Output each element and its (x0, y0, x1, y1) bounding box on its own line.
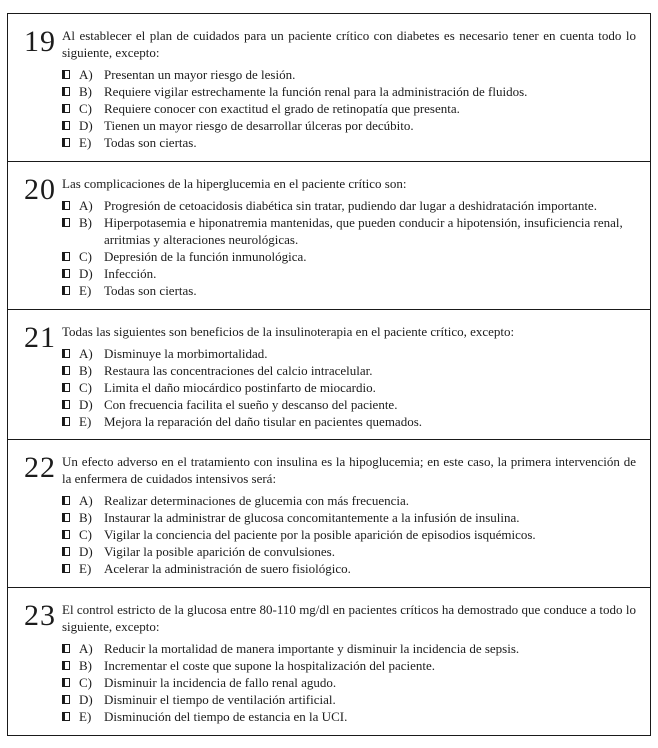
option-text: Progresión de cetoacidosis diabética sin tratar, pudiendo dar lugar a deshidratación importante. (104, 197, 597, 213)
option-text: Disminuye la morbimortalidad. (104, 345, 268, 361)
answer-option[interactable] (62, 396, 636, 413)
option-letter: A) (79, 641, 93, 657)
option-letter: D) (79, 265, 93, 281)
question-body (62, 451, 638, 580)
question-body (62, 173, 638, 302)
checkbox-icon[interactable] (62, 138, 70, 147)
checkbox-icon[interactable] (62, 678, 70, 687)
option-letter: E) (79, 561, 92, 577)
checkbox-icon[interactable] (62, 644, 70, 653)
answer-option[interactable] (62, 248, 636, 265)
checkbox-icon[interactable] (62, 496, 70, 505)
answer-option[interactable] (62, 83, 636, 100)
answer-option[interactable] (62, 265, 636, 282)
question-row (8, 161, 650, 309)
answer-option[interactable] (62, 197, 636, 214)
option-letter: A) (79, 67, 93, 82)
answer-option[interactable] (62, 657, 636, 674)
options-list (62, 197, 636, 299)
option-letter: D) (79, 118, 93, 133)
answer-option[interactable] (62, 543, 636, 560)
option-letter: C) (79, 675, 92, 691)
checkbox-icon[interactable] (62, 400, 70, 409)
answer-option[interactable] (62, 691, 636, 708)
question-number: 20 (24, 172, 56, 206)
checkbox-icon[interactable] (62, 417, 70, 426)
answer-option[interactable] (62, 100, 636, 117)
option-text: Hiperpotasemia e hiponatremia mantenidas, que pueden conducir a hipotensión, insuficiencia renal, arritmias y alteraciones neurológicas. (104, 214, 623, 247)
answer-option[interactable] (62, 708, 636, 725)
answer-option[interactable] (62, 214, 636, 248)
option-text: Todas son ciertas. (104, 135, 197, 150)
answer-option[interactable] (62, 674, 636, 691)
answer-option[interactable] (62, 134, 636, 151)
question-number: 22 (24, 451, 56, 485)
answer-option[interactable] (62, 379, 636, 396)
checkbox-icon[interactable] (62, 695, 70, 704)
option-text: Requiere vigilar estrechamente la función renal para la administración de fluidos. (104, 84, 528, 99)
checkbox-icon[interactable] (62, 269, 70, 278)
option-text: Mejora la reparación del daño tisular en pacientes quemados. (104, 413, 423, 429)
option-text: Disminución del tiempo de estancia en la UCI. (104, 709, 348, 725)
option-letter: E) (79, 282, 92, 298)
question-row (8, 587, 650, 735)
checkbox-icon[interactable] (62, 252, 70, 261)
checkbox-icon[interactable] (62, 70, 70, 79)
option-letter: D) (79, 692, 93, 708)
option-letter: B) (79, 362, 92, 378)
option-text: Restaura las concentraciones del calcio intracelular. (104, 362, 373, 378)
checkbox-icon[interactable] (62, 366, 70, 375)
option-letter: C) (79, 101, 92, 116)
option-text: Infección. (104, 265, 157, 281)
question-row (8, 439, 650, 587)
option-letter: E) (79, 413, 92, 429)
option-letter: E) (79, 135, 92, 150)
answer-option[interactable] (62, 560, 636, 577)
checkbox-icon[interactable] (62, 661, 70, 670)
option-text: Disminuir el tiempo de ventilación artificial. (104, 692, 336, 708)
checkbox-icon[interactable] (62, 121, 70, 130)
answer-option[interactable] (62, 640, 636, 657)
option-text: Requiere conocer con exactitud el grado de retinopatía que presenta. (104, 101, 460, 116)
question-stem: El control estricto de la glucosa entre 80-110 mg/dl en pacientes críticos ha demostrado que conduce a todo lo siguiente, excepto: (62, 602, 636, 635)
option-text: Reducir la mortalidad de manera importante y disminuir la incidencia de sepsis. (104, 641, 520, 657)
answer-option[interactable] (62, 509, 636, 526)
question-stem: Todas las siguientes son beneficios de la insulinoterapia en el paciente crítico, excepto: (62, 323, 515, 339)
option-text: Realizar determinaciones de glucemia con más frecuencia. (104, 493, 409, 509)
checkbox-icon[interactable] (62, 87, 70, 96)
question-stem: Un efecto adverso en el tratamiento con insulina es la hipoglucemia; en este caso, la primera intervención de la enfermera de cuidados intensivos será: (62, 454, 636, 487)
question-list (8, 14, 650, 735)
options-list (62, 492, 636, 577)
answer-option[interactable] (62, 117, 636, 134)
option-letter: B) (79, 510, 92, 526)
option-letter: B) (79, 658, 92, 674)
question-number: 23 (24, 599, 56, 633)
exam-sheet (7, 13, 651, 736)
options-list (62, 640, 636, 725)
option-text: Disminuir la incidencia de fallo renal agudo. (104, 675, 337, 691)
option-text: Con frecuencia facilita el sueño y descanso del paciente. (104, 396, 398, 412)
checkbox-icon[interactable] (62, 383, 70, 392)
answer-option[interactable] (62, 362, 636, 379)
checkbox-icon[interactable] (62, 513, 70, 522)
question-body (62, 321, 638, 433)
question-body (62, 599, 638, 728)
question-body (62, 25, 638, 154)
answer-option[interactable] (62, 282, 636, 299)
option-letter: A) (79, 197, 93, 213)
option-letter: E) (79, 709, 92, 725)
option-text: Vigilar la posible aparición de convulsiones. (104, 544, 335, 560)
question-row (8, 14, 650, 161)
question-number: 19 (24, 25, 56, 58)
checkbox-icon[interactable] (62, 349, 70, 358)
question-row (8, 309, 650, 440)
question-number: 21 (24, 320, 56, 354)
question-stem: Al establecer el plan de cuidados para un paciente crítico con diabetes es necesario tener en cuenta todo lo siguiente, excepto: (62, 28, 636, 60)
option-letter: D) (79, 544, 93, 560)
option-letter: C) (79, 527, 92, 543)
checkbox-icon[interactable] (62, 104, 70, 113)
answer-option[interactable] (62, 345, 636, 362)
option-letter: B) (79, 214, 92, 230)
checkbox-icon[interactable] (62, 547, 70, 556)
checkbox-icon[interactable] (62, 712, 70, 721)
option-text: Limita el daño miocárdico postinfarto de miocardio. (104, 379, 376, 395)
answer-option[interactable] (62, 413, 636, 430)
option-letter: A) (79, 493, 93, 509)
answer-option[interactable] (62, 66, 636, 83)
options-list (62, 345, 636, 430)
option-letter: C) (79, 379, 92, 395)
checkbox-icon[interactable] (62, 201, 70, 210)
option-text: Tienen un mayor riesgo de desarrollar úlceras por decúbito. (104, 118, 414, 133)
checkbox-icon[interactable] (62, 530, 70, 539)
option-letter: D) (79, 396, 93, 412)
options-list (62, 66, 636, 151)
checkbox-icon[interactable] (62, 286, 70, 295)
option-text: Acelerar la administración de suero fisiológico. (104, 561, 351, 577)
answer-option[interactable] (62, 492, 636, 509)
answer-option[interactable] (62, 526, 636, 543)
option-text: Vigilar la conciencia del paciente por la posible aparición de episodios isquémicos. (104, 527, 536, 543)
option-letter: A) (79, 345, 93, 361)
option-letter: C) (79, 248, 92, 264)
option-text: Presentan un mayor riesgo de lesión. (104, 67, 296, 82)
option-letter: B) (79, 84, 92, 99)
option-text: Instaurar la administrar de glucosa concomitantemente a la infusión de insulina. (104, 510, 520, 526)
option-text: Todas son ciertas. (104, 282, 197, 298)
question-stem: Las complicaciones de la hiperglucemia en el paciente crítico son: (62, 175, 407, 191)
option-text: Depresión de la función inmunológica. (104, 248, 307, 264)
checkbox-icon[interactable] (62, 564, 70, 573)
option-text: Incrementar el coste que supone la hospitalización del paciente. (104, 658, 435, 674)
checkbox-icon[interactable] (62, 218, 70, 227)
